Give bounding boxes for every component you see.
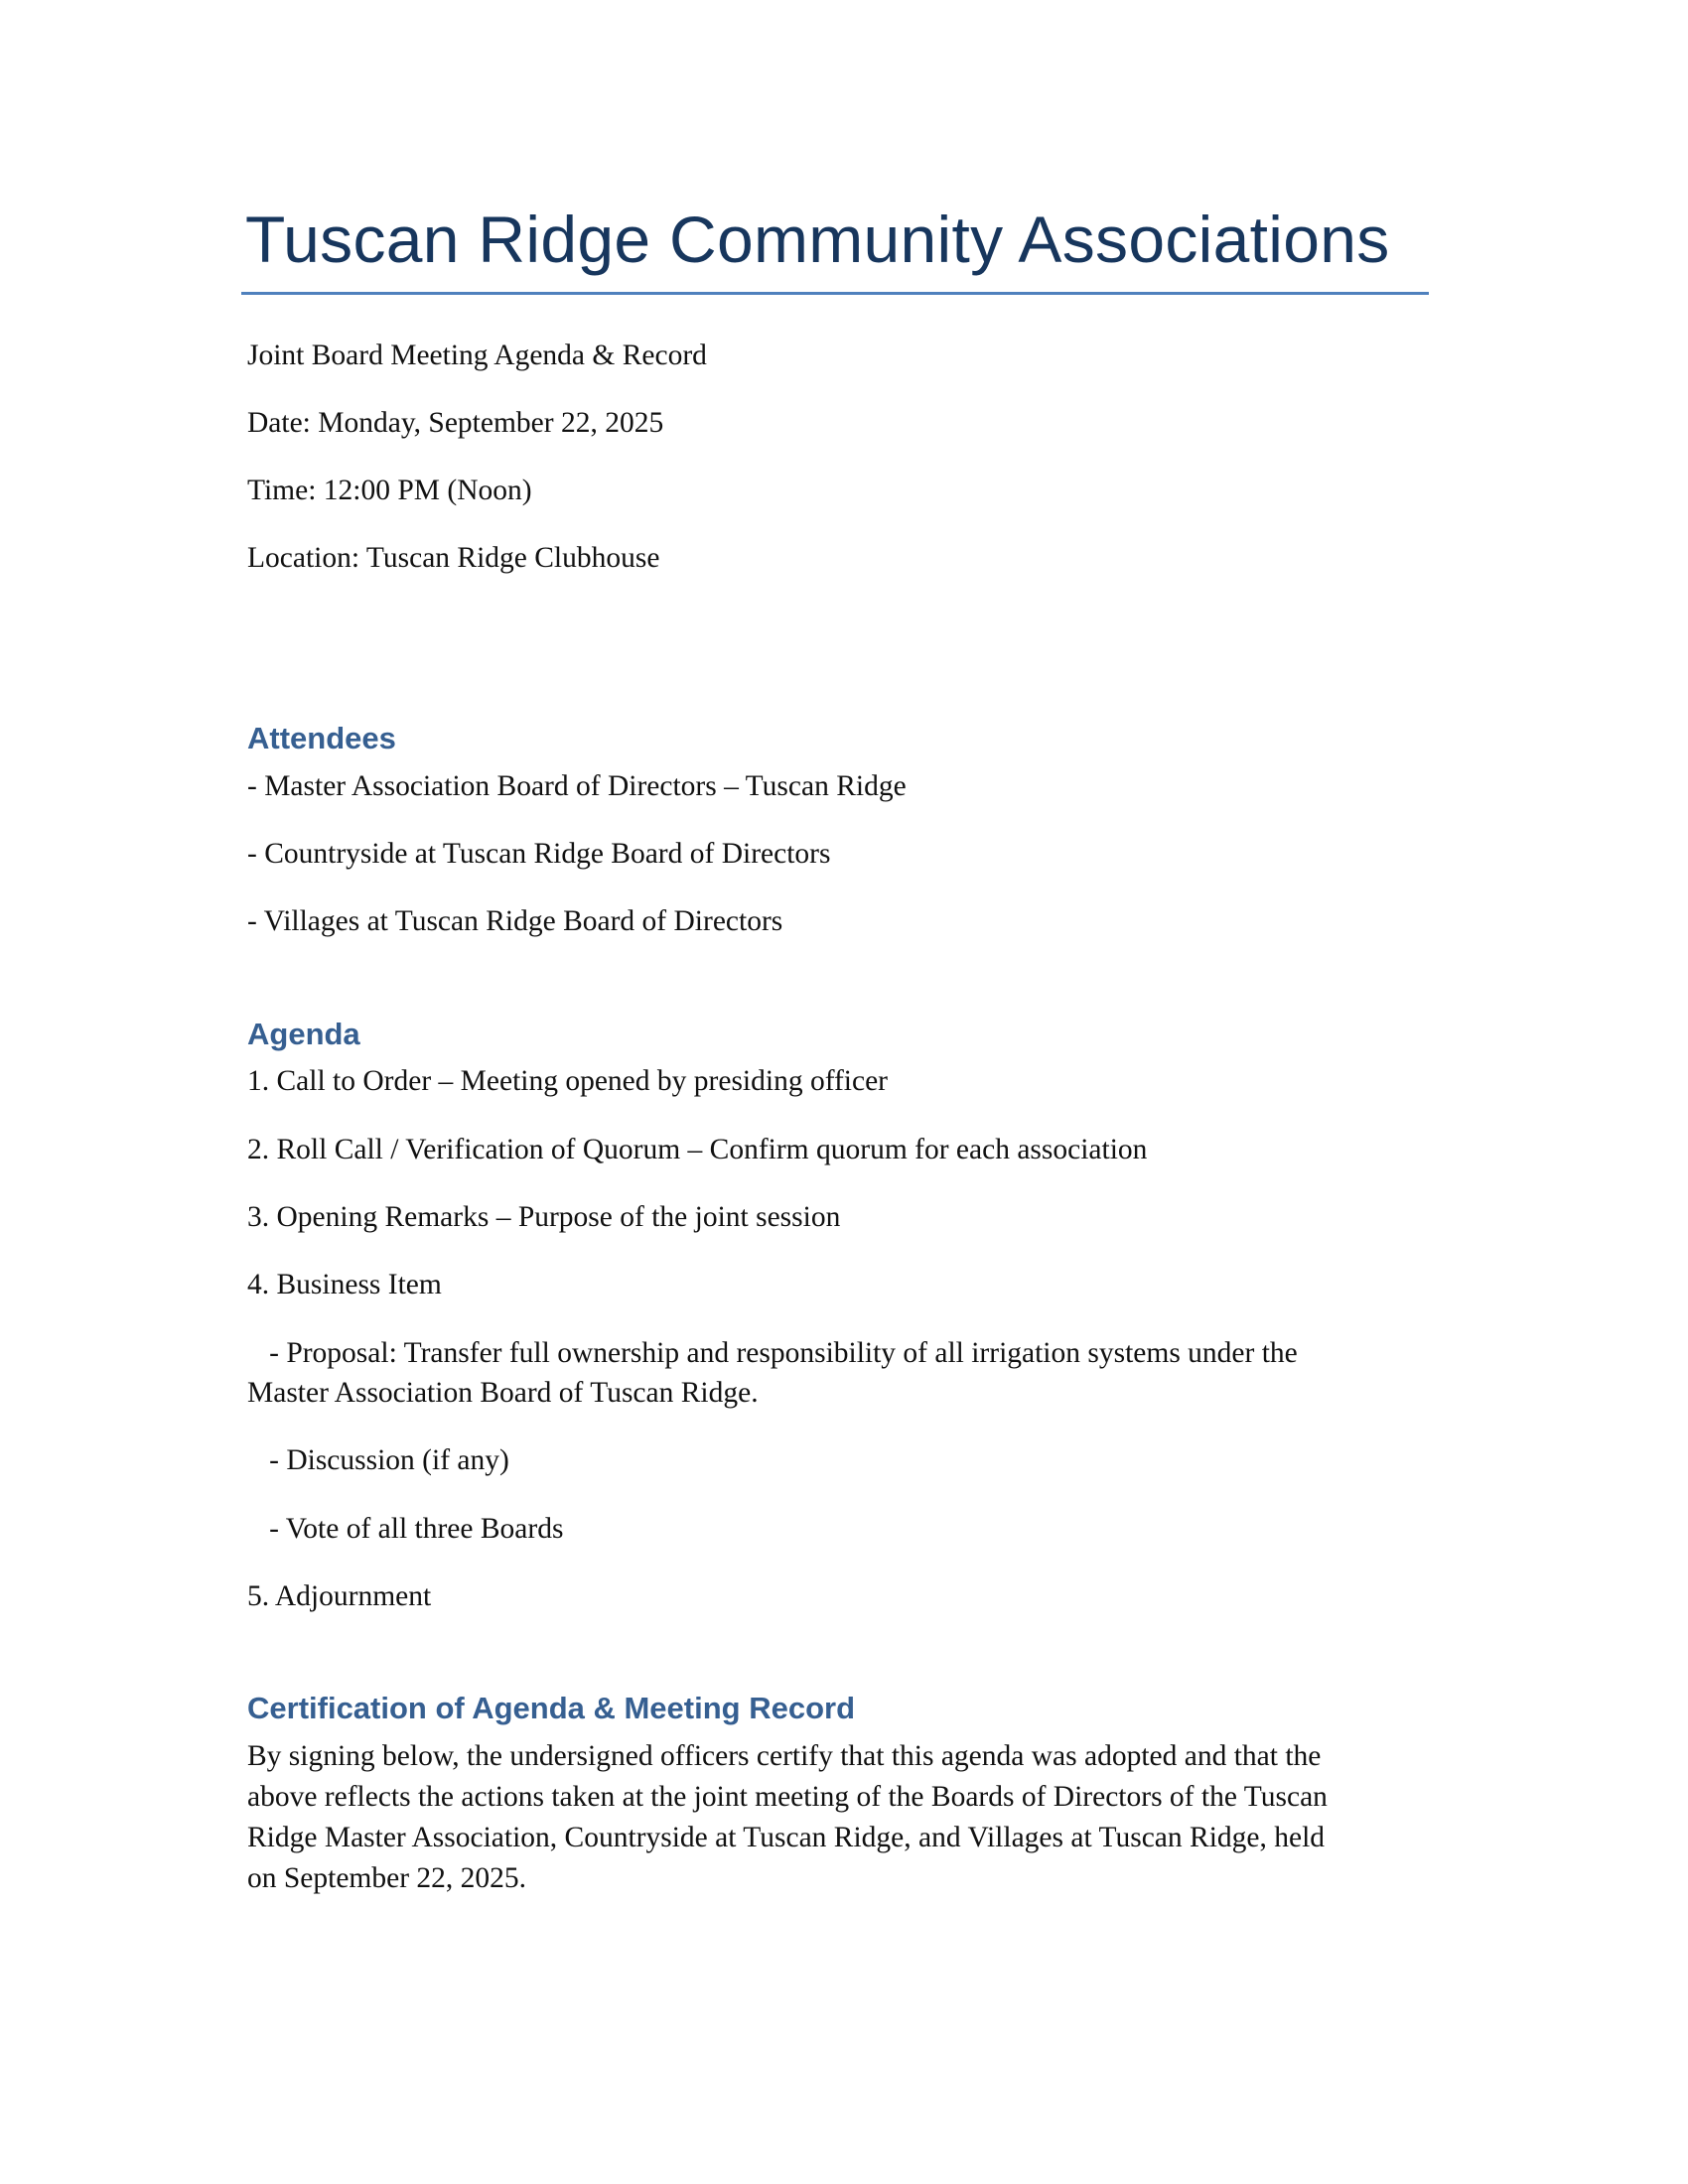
- agenda-sub-item-proposal: - Proposal: Transfer full ownership and responsibility of all irrigation systems under the: [247, 1337, 1298, 1369]
- attendee-item: - Villages at Tuscan Ridge Board of Directors: [247, 905, 783, 937]
- meeting-time-line: Time: 12:00 PM (Noon): [247, 475, 532, 506]
- certification-paragraph-line: above reflects the actions taken at the joint meeting of the Boards of Directors of the Tuscan: [247, 1781, 1328, 1813]
- agenda-item: 2. Roll Call / Verification of Quorum – Confirm quorum for each association: [247, 1134, 1148, 1165]
- agenda-heading: Agenda: [247, 1017, 360, 1051]
- agenda-sub-item-proposal-continued: Master Association Board of Tuscan Ridge.: [247, 1377, 759, 1409]
- agenda-item: 4. Business Item: [247, 1269, 442, 1300]
- agenda-item: 1. Call to Order – Meeting opened by presiding officer: [247, 1065, 889, 1097]
- certification-paragraph-line: By signing below, the undersigned officers certify that this agenda was adopted and that the: [247, 1740, 1322, 1772]
- certification-paragraph-line: Ridge Master Association, Countryside at Tuscan Ridge, and Villages at Tuscan Ridge, held: [247, 1822, 1326, 1853]
- agenda-sub-item-vote: - Vote of all three Boards: [247, 1513, 564, 1545]
- attendee-item: - Master Association Board of Directors – Tuscan Ridge: [247, 770, 907, 802]
- agenda-sub-item-discussion: - Discussion (if any): [247, 1444, 509, 1476]
- attendees-heading: Attendees: [247, 721, 396, 755]
- attendee-item: - Countryside at Tuscan Ridge Board of Directors: [247, 838, 831, 870]
- agenda-item: 5. Adjournment: [247, 1580, 432, 1612]
- meeting-type-line: Joint Board Meeting Agenda & Record: [247, 340, 707, 371]
- certification-heading: Certification of Agenda & Meeting Record: [247, 1691, 856, 1725]
- meeting-location-line: Location: Tuscan Ridge Clubhouse: [247, 542, 660, 574]
- title-underline-divider: [241, 292, 1429, 295]
- document-title: Tuscan Ridge Community Associations: [245, 203, 1390, 276]
- agenda-item: 3. Opening Remarks – Purpose of the joint session: [247, 1201, 841, 1233]
- certification-paragraph-line: on September 22, 2025.: [247, 1862, 527, 1894]
- meeting-date-line: Date: Monday, September 22, 2025: [247, 407, 664, 439]
